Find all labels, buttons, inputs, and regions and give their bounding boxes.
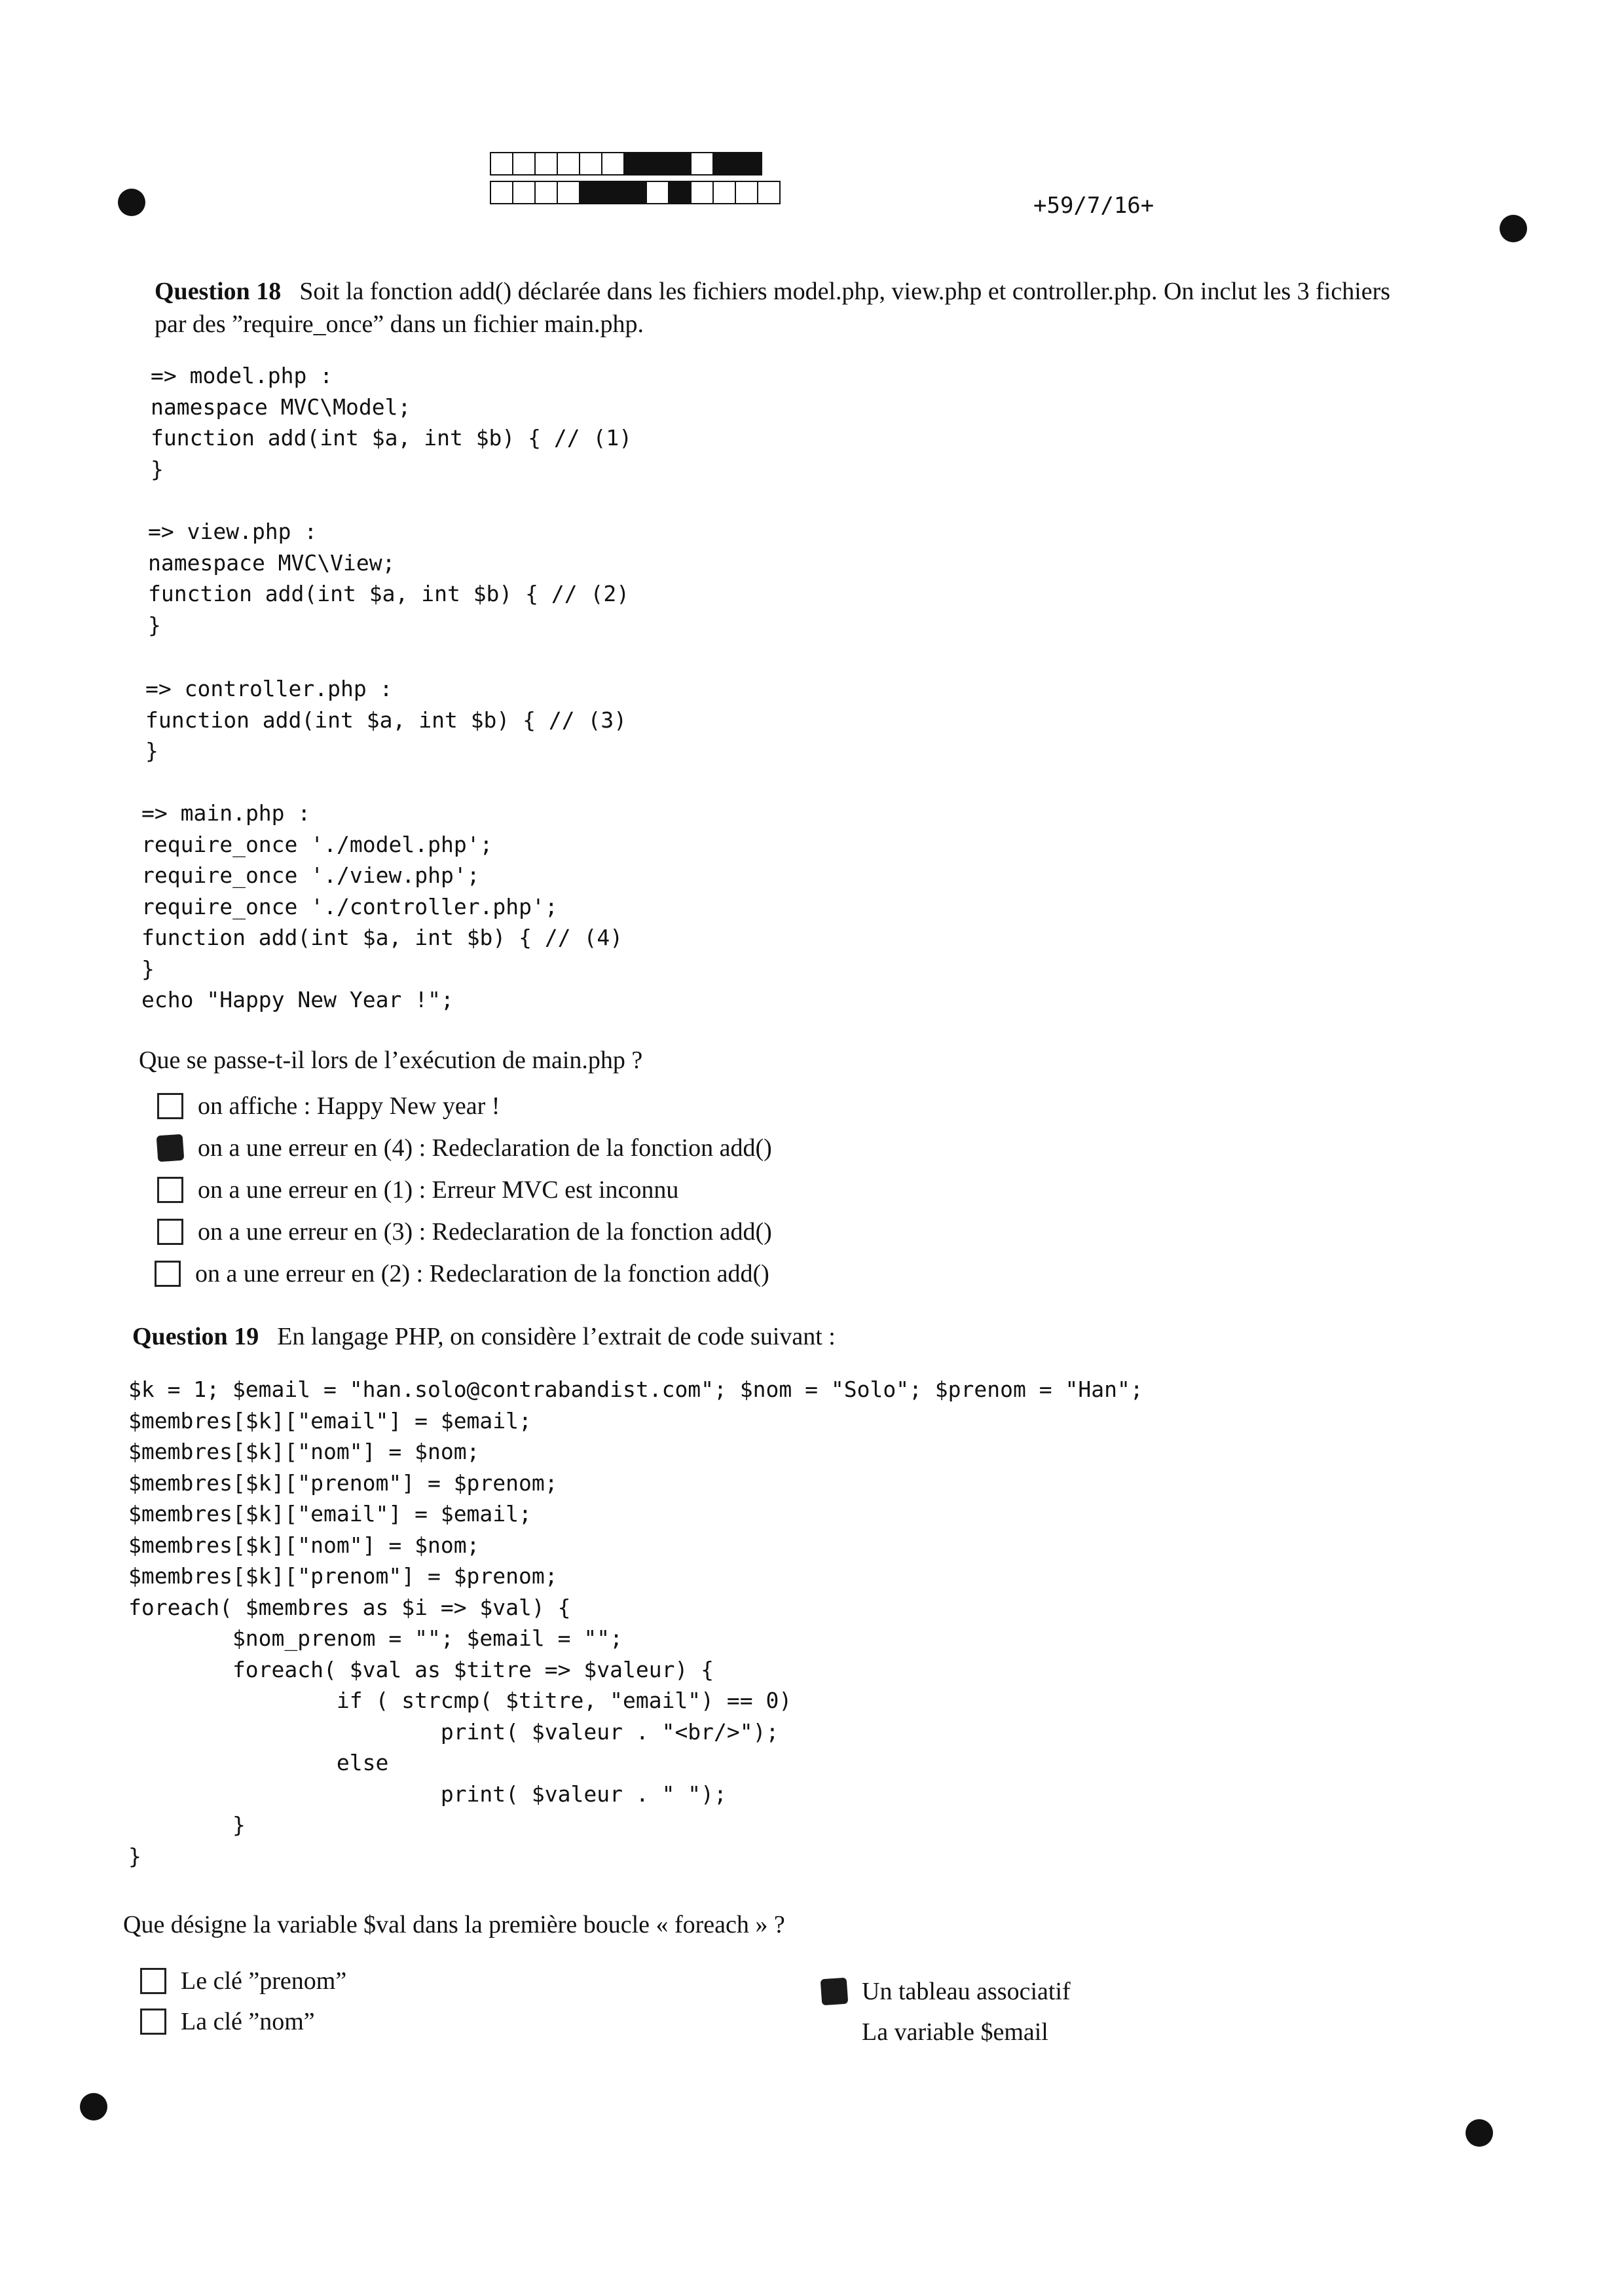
barcode-cell (557, 181, 580, 204)
question-19-header (132, 1320, 836, 1353)
question-18-header (155, 275, 1390, 308)
code-block-view: => view.php : namespace MVC\View; function add(int $a, int $b) { // (2) } (148, 519, 630, 638)
barcode-cell (512, 181, 536, 204)
checkbox[interactable] (140, 2009, 166, 2035)
checkbox[interactable] (157, 1177, 183, 1203)
checkbox[interactable] (157, 1219, 183, 1245)
code-block-model: => model.php : namespace MVC\Model; function add(int $a, int $b) { // (1) } (151, 363, 633, 482)
checkbox[interactable] (155, 1261, 181, 1287)
code-block-q19: $k = 1; $email = "han.solo@contrabandist.com"; $nom = "Solo"; $prenom = "Han"; $membres[$k]["email"] = $email; $membres[$k]["nom"] = $nom; $membres[$k]["prenom"] = $prenom; $membres[$k]["email"] = $email; $membres[$k]["nom"] = $nom; $membres[$k]["prenom"] = $prenom; foreach( $membres as $i => $val) { $nom_prenom = ""; $email = ""; foreach( $val as $titre => $valeur) { if ( strcmp( $titre, "email") == 0) print( $valeur . "<br/>"); else print( $valeur . " "); } } (128, 1377, 1143, 1869)
code-block-main: => main.php : require_once './model.php'; require_once './view.php'; require_once './controller.php'; function add(int $a, int $b) { // (4) } echo "Happy New Year !"; (141, 800, 623, 1012)
checkbox[interactable] (821, 2019, 847, 2045)
barcode-cell (646, 181, 669, 204)
barcode-cell (712, 181, 736, 204)
barcode-row-1 (490, 152, 779, 176)
registration-dot-top-left (118, 189, 145, 216)
checkbox-checked[interactable] (157, 1134, 185, 1162)
question-19-text: En langage PHP, on considère l’extrait de code suivant : (277, 1323, 836, 1350)
barcode-cell (690, 152, 714, 176)
barcode-cell (712, 152, 762, 176)
barcode-cell (579, 152, 602, 176)
option-label: on a une erreur en (2) : Redeclaration de la fonction add() (195, 1260, 769, 1287)
code-block-controller: => controller.php : function add(int $a, int $b) { // (3) } (145, 676, 627, 764)
registration-dot-bottom-right (1466, 2119, 1493, 2147)
q18-option-5[interactable] (155, 1257, 769, 1290)
registration-dot-bottom-left (80, 2093, 107, 2120)
barcode-cell (690, 181, 714, 204)
barcode-cell (601, 152, 625, 176)
barcode-cell (579, 181, 602, 204)
page-identifier: +59/7/16+ (1033, 193, 1154, 219)
checkbox-checked[interactable] (821, 1978, 849, 2006)
barcode-cell (623, 152, 647, 176)
barcode-cell (601, 181, 625, 204)
option-label: Un tableau associatif (862, 1978, 1071, 2005)
barcode-cell (668, 152, 692, 176)
question-19-number: Question 19 (132, 1323, 259, 1350)
q19-option-tableau[interactable] (821, 1975, 1071, 2008)
barcode-cell (534, 181, 558, 204)
q18-option-3[interactable] (157, 1174, 678, 1206)
q19-option-prenom[interactable] (140, 1965, 346, 1997)
barcode-cell (646, 152, 669, 176)
q18-option-2[interactable] (157, 1132, 772, 1164)
barcode-cell (735, 181, 758, 204)
question-18-number: Question 18 (155, 278, 282, 305)
option-label: La clé ”nom” (181, 2008, 315, 2035)
barcode-cell (557, 152, 580, 176)
q18-option-4[interactable] (157, 1215, 772, 1248)
barcode-cell (668, 181, 692, 204)
option-label: on a une erreur en (1) : Erreur MVC est inconnu (198, 1176, 679, 1204)
barcode-row-2 (490, 181, 779, 204)
barcode-cell (490, 181, 513, 204)
checkbox[interactable] (140, 1968, 166, 1994)
barcode-cell (512, 152, 536, 176)
barcode-cell (490, 152, 513, 176)
option-label: on a une erreur en (4) : Redeclaration de la fonction add() (198, 1134, 772, 1162)
q18-option-1[interactable] (157, 1090, 500, 1122)
registration-dot-top-right (1500, 215, 1527, 242)
question-19-prompt: Que désigne la variable $val dans la première boucle « foreach » ? (123, 1911, 785, 1938)
option-label: on a une erreur en (3) : Redeclaration de la fonction add() (198, 1218, 772, 1246)
option-label: Le clé ”prenom” (181, 1967, 347, 1995)
option-label: on affiche : Happy New year ! (198, 1092, 500, 1120)
q19-option-nom[interactable] (140, 2005, 315, 2038)
barcode-cell (623, 181, 647, 204)
question-18-text-line2: par des ”require_once” dans un fichier main.php. (155, 310, 644, 338)
checkbox[interactable] (157, 1093, 183, 1119)
barcode-cell (534, 152, 558, 176)
question-18-prompt: Que se passe-t-il lors de l’exécution de main.php ? (139, 1046, 643, 1074)
q19-option-email[interactable] (821, 2016, 1048, 2048)
page-barcode (490, 152, 779, 210)
option-label: La variable $email (862, 2018, 1048, 2046)
barcode-cell (757, 181, 781, 204)
question-18-text-line1: Soit la fonction add() déclarée dans les fichiers model.php, view.php et controller.php. On inclut les 3 fichiers (299, 278, 1391, 305)
